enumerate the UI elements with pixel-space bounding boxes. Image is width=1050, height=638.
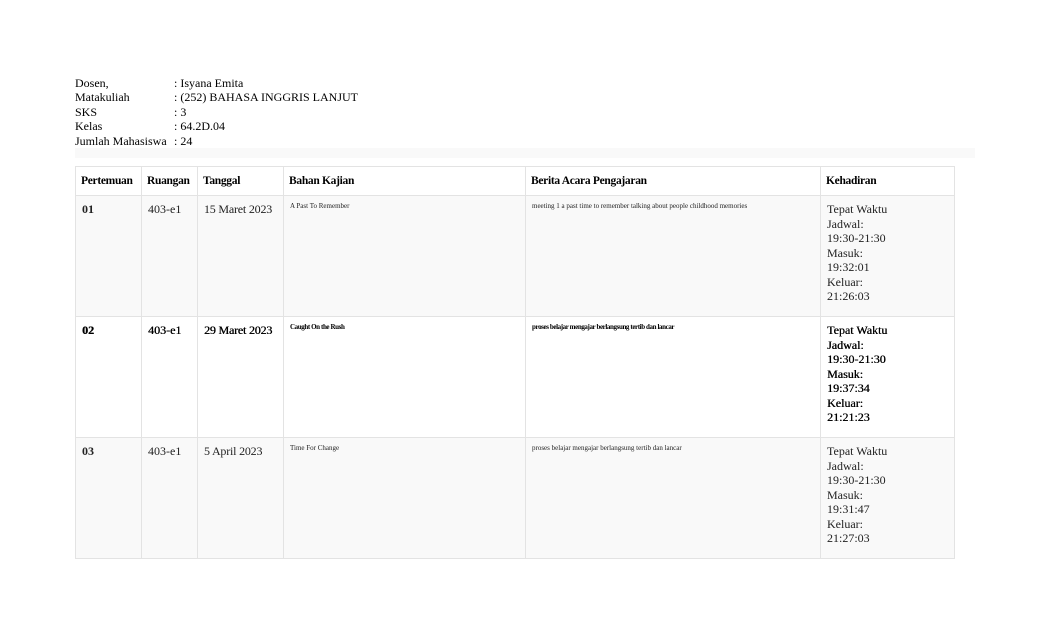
attendance-out-label: Keluar: <box>827 395 863 410</box>
attendance-out-label: Keluar: <box>827 274 863 289</box>
table-header-row <box>76 167 955 196</box>
cell-kehadiran <box>821 196 955 317</box>
cell-bahan-kajian: Time For Change <box>284 438 526 559</box>
attendance-in-label: Masuk: <box>827 366 863 381</box>
info-label: Dosen, <box>75 76 109 90</box>
attendance-schedule-value: 19:30-21:30 <box>827 231 886 245</box>
cell-tanggal: 5 April 2023 <box>198 438 284 559</box>
divider-band <box>75 148 975 158</box>
attendance-in-value: 19:37:34 <box>827 381 870 395</box>
info-label: Matakuliah <box>75 90 130 105</box>
attendance-in-value: 19:32:01 <box>827 260 870 274</box>
cell-berita-acara: proses belajar mengajar berlangsung tertib dan lancar <box>526 317 821 438</box>
attendance-out-label: Keluar: <box>827 516 863 531</box>
cell-pertemuan: 03 <box>76 438 142 559</box>
header-ruangan: Ruangan <box>142 167 198 196</box>
cell-ruangan: 403-e1 <box>142 317 198 438</box>
cell-bahan-kajian: A Past To Remember <box>284 196 526 317</box>
attendance-schedule-value: 19:30-21:30 <box>827 473 886 487</box>
cell-kehadiran <box>821 438 955 559</box>
info-row-matakuliah <box>75 90 358 104</box>
info-label: Kelas <box>75 119 103 134</box>
attendance-schedule-label: Jadwal: <box>827 458 864 473</box>
attendance-in-label: Masuk: <box>827 487 863 502</box>
cell-bahan-kajian: Caught On the Rush <box>284 317 526 438</box>
header-tanggal: Tanggal <box>198 167 284 196</box>
attendance-table <box>75 166 955 559</box>
info-row-dosen <box>75 76 358 90</box>
attendance-schedule-label: Jadwal: <box>827 337 864 352</box>
attendance-out-value: 21:26:03 <box>827 289 870 303</box>
attendance-status: Tepat Waktu <box>827 323 888 337</box>
header-berita-acara: Berita Acara Pengajaran <box>526 167 821 196</box>
cell-ruangan: 403-e1 <box>142 196 198 317</box>
cell-tanggal: 29 Maret 2023 <box>198 317 284 438</box>
table-row <box>76 317 955 438</box>
header-bahan-kajian: Bahan Kajian <box>284 167 526 196</box>
attendance-in-value: 19:31:47 <box>827 502 870 516</box>
info-label: SKS <box>75 104 98 119</box>
info-row-sks <box>75 105 358 119</box>
info-value: : 64.2D.04 <box>174 119 225 134</box>
cell-pertemuan: 02 <box>76 317 142 438</box>
attendance-status: Tepat Waktu <box>827 444 888 458</box>
cell-kehadiran <box>821 317 955 438</box>
cell-tanggal: 15 Maret 2023 <box>198 196 284 317</box>
cell-ruangan: 403-e1 <box>142 438 198 559</box>
info-value: : 24 <box>174 133 193 148</box>
attendance-out-value: 21:21:23 <box>827 410 870 424</box>
info-row-jumlah-mahasiswa <box>75 134 358 148</box>
header-pertemuan: Pertemuan <box>76 167 142 196</box>
table-row <box>76 196 955 317</box>
cell-pertemuan: 01 <box>76 196 142 317</box>
info-value: : 3 <box>174 104 187 119</box>
cell-berita-acara: proses belajar mengajar berlangsung tertib dan lancar <box>526 438 821 559</box>
course-info <box>75 76 358 148</box>
attendance-out-value: 21:27:03 <box>827 531 870 545</box>
attendance-schedule-label: Jadwal: <box>827 216 864 231</box>
attendance-schedule-value: 19:30-21:30 <box>827 352 886 366</box>
cell-berita-acara: meeting 1 a past time to remember talking about people childhood memories <box>526 196 821 317</box>
info-row-kelas <box>75 119 358 133</box>
info-label: Jumlah Mahasiswa <box>75 133 167 148</box>
table-row <box>76 438 955 559</box>
attendance-status: Tepat Waktu <box>827 202 888 216</box>
attendance-in-label: Masuk: <box>827 245 863 260</box>
info-value: : Isyana Emita <box>174 76 244 90</box>
info-value: : (252) BAHASA INGGRIS LANJUT <box>174 90 359 105</box>
header-kehadiran: Kehadiran <box>821 167 955 196</box>
